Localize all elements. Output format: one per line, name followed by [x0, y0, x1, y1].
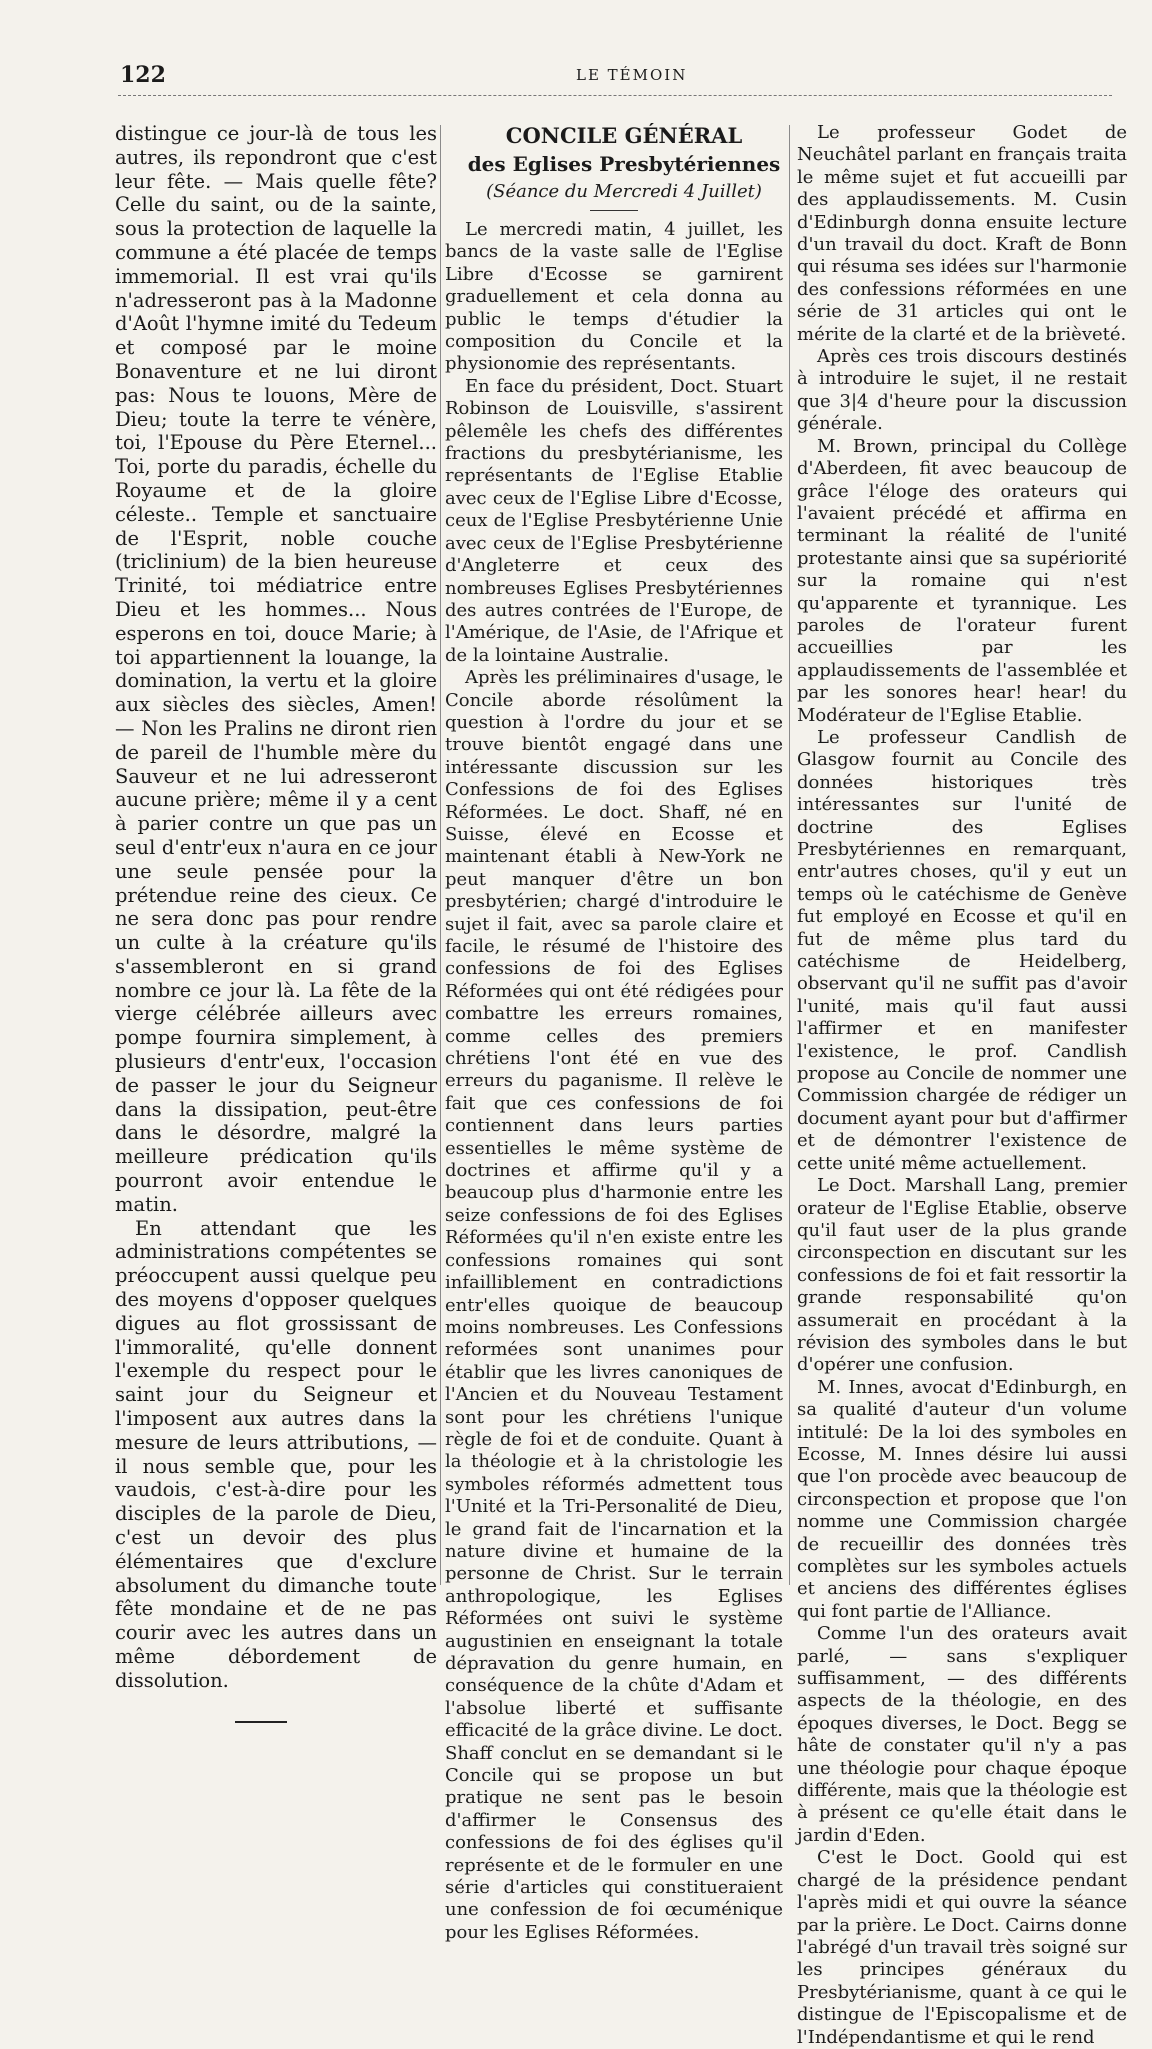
article-subtitle: des Eglises Presbytériennes [467, 152, 781, 176]
paragraph: Le professeur Candlish de Glasgow fournit au Concile des données historiques très intéressantes sur l'unité de doctrine des Eglises Presbytériennes en remarquant, entr'autres choses, qu'il y eut un temps où le catéchisme de Genève fut employé en Ecosse et qu'il en fut de même plus tard du catéchisme de Heidelberg, observant qu'il ne suffit pas d'avoir l'unité, mais qu'il faut aussi l'affirmer et en manifester l'existence, le prof. Candlish propose au Concile de nommer une Commission chargée de rédiger un document ayant pour but d'affirmer et de démontrer l'existence de cette unité même actuellement. [797, 726, 1127, 1174]
page-number: 122 [120, 62, 166, 88]
paragraph: M. Brown, principal du Collège d'Aberdeen, fit avec beaucoup de grâce l'éloge des orateurs qui l'avaient précédé et affirma en terminant la réalité de l'unité protestante ainsi que sa supériorité sur la romaine qui n'est qu'apparente et tyrannique. Les paroles de l'orateur furent accueillies par les applaudissements de l'assemblée et par les sonores hear! hear! du Modérateur de l'Eglise Etablie. [797, 435, 1127, 726]
column-right [797, 122, 1127, 2049]
column-divider-right [789, 125, 790, 1585]
title-separator [590, 210, 638, 211]
paragraph: Le mercredi matin, 4 juillet, les bancs de la vaste salle de l'Eglise Libre d'Ecosse se garnirent graduellement et cela donna au public le temps d'étudier la composition du Concile et la physionomie des représentants. [445, 219, 783, 375]
paragraph: C'est le Doct. Goold qui est chargé de la présidence pendant l'après midi et qui ouvre la séance par la prière. Le Doct. Cairns donne l'abrégé d'un travail très soigné sur les principes généraux du Presbytérianisme, quant à ce qui le distingue de l'Episcopalisme et de l'Indépendantisme et qui le rend [797, 1847, 1127, 2048]
column-divider-left [440, 125, 441, 1585]
header-rule [118, 95, 1112, 96]
column-left [115, 122, 437, 1723]
paragraph: Après les préliminaires d'usage, le Concile aborde résolûment la question à l'ordre du jour et se trouve bientôt engagé dans une intéressante discussion sur les Confessions de foi des Eglises Réformées. Le doct. Shaff, né en Suisse, élevé en Ecosse et maintenant établi à New-York ne peut manquer d'être un bon presbytérien; chargé d'introduire le sujet il fait, avec sa parole claire et facile, le résumé de l'histoire des confessions de foi des Eglises Réformées qui ont été rédigées pour combattre les erreurs romaines, comme celles des premiers chrétiens l'ont été en vue des erreurs du paganisme. Il relève le fait que ces confessions de foi contiennent dans leurs parties essentielles le même système de doctrines et affirme qu'il y a beaucoup plus d'harmonie entre les seize confessions de foi des Eglises Réformées qu'il n'en existe entre les confessions romaines qui sont infailliblement en contradictions entr'elles quoique de beaucoup moins nombreuses. Les Confessions reformées sont unanimes pour établir que les livres canoniques de l'Ancien et du Nouveau Testament sont pour les chrétiens l'unique règle de foi et de conduite. Quant à la théologie et à la christologie les symboles réformés admettent tous l'Unité et la Tri-Personalité de Dieu, le grand fait de l'incarnation et la nature divine et humaine de la personne de Christ. Sur le terrain anthropologique, les Eglises Réformées ont suivi le système augustinien en enseignant la totale dépravation du genre humain, en conséquence de la chûte d'Adam et l'absolue liberté et suffisante efficacité de la grâce divine. Le doct. Shaff conclut en se demandant si le Concile qui se propose un but pratique ne sent pas le besoin d'affirmer le Consensus des confessions de foi des églises qu'il représente et de le formuler en une série d'articles qui constitueraient une confession de foi œcuménique pour les Eglises Réformées. [445, 667, 783, 1943]
article-title: CONCILE GÉNÉRAL [505, 123, 743, 148]
paragraph: Le professeur Godet de Neuchâtel parlant en français traita le même sujet et fut accueilli par des applaudissements. M. Cusin d'Edinburgh donna ensuite lecture d'un travail du doct. Kraft de Bonn qui résuma ses idées sur l'harmonie des confessions réformées en une série de 31 articles qui ont le mérite de la clarté et de la brièveté. [797, 122, 1127, 345]
column-middle [445, 122, 783, 1944]
paragraph: Après ces trois discours destinés à introduire le sujet, il ne restait que 3|4 d'heure pour la discussion générale. [797, 346, 1127, 435]
paragraph: Le Doct. Marshall Lang, premier orateur de l'Eglise Etablie, observe qu'il faut user de la plus grande circonspection en discutant sur les confessions de foi et fait ressortir la grande responsabilité qu'on assumerait en procédant à la révision des symboles dans le but d'opérer une confusion. [797, 1175, 1127, 1376]
end-separator [235, 1721, 287, 1723]
article-session: (Séance du Mercredi 4 Juillet) [486, 181, 762, 202]
paragraph: En attendant que les administrations compétentes se préoccupent aussi quelque peu des moyens d'opposer quelques digues au flot grossissant de l'immoralité, qu'elle donnent l'exemple du respect pour le saint jour du Seigneur et l'imposent aux autres dans la mesure de leurs attributions, — il nous semble que, pour les vaudois, c'est-à-dire pour les disciples de la parole de Dieu, c'est un devoir des plus élémentaires que d'exclure absolument du dimanche toute fête mondaine et de ne pas courir avec les autres dans un même débordement de dissolution. [115, 1216, 437, 1692]
paragraph: distingue ce jour-là de tous les autres, ils repondront que c'est leur fête. — Mais quelle fête? Celle du saint, ou de la sainte, sous la protection de laquelle la commune a été placée de temps immemorial. Il est vrai qu'ils n'adresseront pas à la Madonne d'Août l'hymne imité du Tedeum et composé par le moine Bonaventure et ne lui diront pas: Nous te louons, Mère de Dieu; toute la terre te vénère, toi, l'Epouse du Père Eternel... Toi, porte du paradis, échelle du Royaume et de la gloire céleste.. Temple et sanctuaire de l'Esprit, noble couche (triclinium) de la bien heureuse Trinité, toi médiatrice entre Dieu et les hommes... Nous esperons en toi, douce Marie; à toi appartiennent la louange, la domination, la vertu et la gloire aux siècles des siècles, Amen! — Non les Pralins ne diront rien de pareil de l'humble mère du Sauveur et ne lui adresseront aucune prière; même il y a cent à parier contre un que pas un seul d'entr'eux n'aura en ce jour une seule pensée pour la prétendue reine des cieux. Ce ne sera donc pas pour rendre un culte à la créature qu'ils s'assembleront en si grand nombre ce jour là. La fête de la vierge célébrée ailleurs avec pompe fournira simplement, à plusieurs d'entr'eux, l'occasion de passer le jour du Seigneur dans la dissipation, peut-être dans le désordre, malgré la meilleure prédication qu'ils pourront avoir entendue le matin. [115, 122, 437, 1216]
paragraph: Comme l'un des orateurs avait parlé, — sans s'expliquer suffisamment, — des différents aspects de la théologie, en des époques diverses, le Doct. Begg se hâte de constater qu'il n'y a pas une théologie pour chaque époque différente, mais que la théologie est à présent ce qu'elle était dans le jardin d'Eden. [797, 1623, 1127, 1846]
paragraph: M. Innes, avocat d'Edinburgh, en sa qualité d'auteur d'un volume intitulé: De la loi des symboles en Ecosse, M. Innes désire lui aussi que l'on procède avec beaucoup de circonspection et propose que l'on nomme une Commission chargée de recueillir des données très complètes sur les symboles actuels et anciens des différentes églises qui font partie de l'Alliance. [797, 1376, 1127, 1622]
running-title: LE TÉMOIN [576, 66, 688, 84]
paragraph: En face du président, Doct. Stuart Robinson de Louisville, s'assirent pêlemêle les chefs des différentes fractions du presbytérianisme, les représentants de l'Eglise Etablie avec ceux de l'Eglise Libre d'Ecosse, ceux de l'Eglise Presbytérienne Unie avec ceux de l'Eglise Presbytérienne d'Angleterre et ceux des nombreuses Eglises Presbytériennes des autres contrées de l'Europe, de l'Amérique, de l'Asie, de l'Afrique et de la lointaine Australie. [445, 375, 783, 666]
